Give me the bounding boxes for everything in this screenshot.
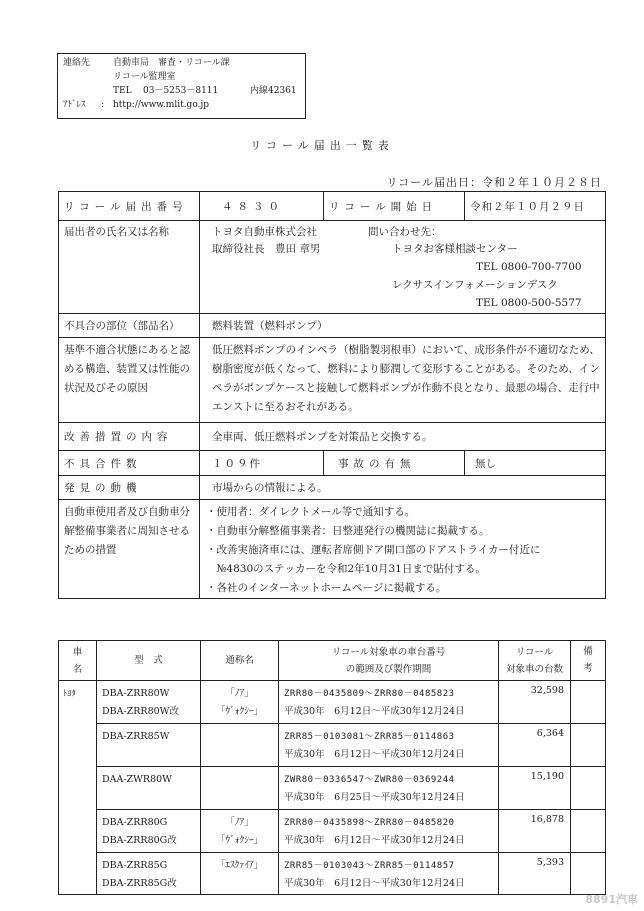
model-types (97, 724, 201, 767)
applicant-label: 届出者の氏名又は名称 (59, 221, 200, 314)
inquiry-tel-1[interactable]: TEL 0800-700-7700 (476, 261, 582, 273)
measure-label: 改善措置の内容 (59, 423, 200, 451)
model-types (97, 767, 201, 810)
model-names (201, 681, 279, 724)
model-types (97, 810, 201, 853)
recall-no-label: リコール届出番号 (59, 192, 200, 221)
notice-item: №4830のステッカーを令和2年10月31日まで貼付する。 (206, 563, 486, 575)
watermark-logo: 8891汽車 (585, 893, 638, 906)
model-type: DBA-ZRR85W (102, 731, 170, 742)
model-range (279, 853, 499, 895)
applicant-cell (200, 221, 606, 314)
start-label: リコール開始日 (324, 192, 465, 221)
model-range (279, 810, 499, 853)
vin-range: ZRR85－0103043～ZRR85－0114857 (284, 861, 455, 871)
model-note (571, 853, 606, 895)
model-names (201, 724, 279, 767)
part-label: 不具合の部位（部品名） (59, 314, 200, 338)
maker-value: ﾄﾖﾀ (59, 681, 97, 895)
contact-ext: 内線42361 (250, 86, 297, 96)
model-type: DBA-ZRR80G (102, 817, 168, 828)
model-note (571, 767, 606, 810)
inquiry-center: トヨタお客様相談センター (392, 243, 518, 255)
defects-label: 不具合件数 (59, 451, 200, 476)
notice-item: ・使用者：ダイレクトメール等で通知する。 (206, 506, 416, 518)
model-type: DBA-ZRR80W (102, 688, 170, 699)
cause-label: 基準不適合状態にあると認める構造、装置又は性能の状況及びその原因 (59, 338, 200, 423)
inquiry-desk: レクサスインフォメーションデスク (392, 279, 558, 291)
recall-no: ４８３０ (200, 192, 324, 221)
model-types (97, 853, 201, 895)
contact-label: 連絡先 (63, 58, 91, 68)
table-row (59, 853, 606, 895)
model-note (571, 724, 606, 767)
production-period: 平成30年 6月12日～平成30年12月24日 (284, 706, 465, 717)
model-type: DBA-ZRR80W改 (102, 706, 179, 717)
discovery-label: 発見の動機 (59, 476, 200, 500)
model-name: 「ｳﾞｫｸｼｰ」 (215, 835, 264, 846)
page-title: リコール届出一覧表 (250, 139, 394, 152)
vehicle-count: 5,393 (499, 853, 571, 895)
model-type: DBA-ZRR80G改 (102, 835, 177, 846)
header-maker: 車 名 (59, 641, 97, 681)
models-table (58, 640, 606, 895)
defects-value: １０９件 (200, 451, 324, 476)
president-name: 取締役社長 豊田 章男 (212, 243, 321, 255)
notice-list (200, 500, 606, 599)
accident-label: 事故の有無 (324, 451, 465, 476)
table-row (59, 767, 606, 810)
header-name: 通称名 (201, 641, 279, 681)
contact-tel-label: TEL (113, 86, 132, 96)
contact-tel: 03－5253－8111 (143, 86, 219, 96)
vin-range: ZWR80－0336547～ZWR80－0369244 (284, 775, 455, 785)
start-date: 令和２年１０月２９日 (465, 192, 606, 221)
contact-address-sep: : (101, 100, 105, 110)
header-note: 備 考 (571, 641, 606, 681)
inquiry-label: 問い合わせ先： (368, 226, 442, 238)
discovery-value: 市場からの情報による。 (200, 476, 606, 500)
cause-value: 低圧燃料ポンプのインペラ（樹脂製羽根車）において、成形条件が不適切なため、樹脂密度が低くなって、燃料により膨潤して変形することがある。そのため、インペラがポンプケースと接触して燃料ポンプが作動不良となり、最悪の場合、走行中エンストに至るおそれがある。 (200, 338, 606, 423)
model-type: DBA-ZRR85G改 (102, 878, 177, 889)
header-count-line-1: リコール (515, 646, 554, 658)
notice-item: ・各社のインターネットホームページに掲載する。 (206, 582, 447, 594)
model-names (201, 853, 279, 895)
model-name: 「ｴｽｸｧｲｱ」 (215, 860, 264, 871)
table-row (59, 724, 606, 767)
contact-address-label: ｱﾄﾞﾚｽ (63, 100, 86, 110)
header-range-line-1: リコール対象車の車台番号 (331, 646, 446, 658)
contact-box (57, 53, 306, 119)
contact-office: リコール監理室 (113, 72, 176, 82)
header-range-line-2: の範囲及び製作期間 (345, 663, 432, 675)
model-type: DAA-ZWR80W (102, 774, 172, 785)
notice-item: ・自動車分解整備事業者：日整連発行の機関誌に掲載する。 (206, 525, 490, 537)
vin-range: ZRR85－0103081～ZRR85－0114863 (284, 732, 455, 742)
notice-label: 自動車使用者及び自動車分解整備事業者に周知させるための措置 (59, 500, 200, 599)
model-names (201, 810, 279, 853)
model-name: 「ｳﾞｫｸｼｰ」 (215, 706, 264, 717)
vin-range: ZRR80－0435898～ZRR80－0485820 (284, 818, 455, 828)
model-note (571, 681, 606, 724)
model-types (97, 681, 201, 724)
inquiry-tel-2[interactable]: TEL 0800-500-5577 (476, 297, 582, 309)
accident-value: 無し (465, 451, 606, 476)
model-name: 「ﾉｱ」 (225, 688, 254, 699)
vehicle-count: 32,598 (499, 681, 571, 724)
production-period: 平成30年 6月12日～平成30年12月24日 (284, 749, 465, 760)
vehicle-count: 6,364 (499, 724, 571, 767)
notice-item: ・改善実施済車には、運転者席側ドア開口部のドアストライカー付近に (206, 544, 541, 556)
company-name: トヨタ自動車株式会社 (212, 226, 317, 238)
filing-date: リコール届出日：令和２年１０月２８日 (386, 176, 602, 189)
contact-dept: 自動車局 審査・リコール課 (113, 58, 230, 68)
part-value: 燃料装置（燃料ポンプ） (200, 314, 606, 338)
model-note (571, 810, 606, 853)
contact-url[interactable]: http://www.mlit.go.jp (113, 100, 209, 110)
measure-value: 全車両、低圧燃料ポンプを対策品と交換する。 (200, 423, 606, 451)
header-type: 型 式 (97, 641, 201, 681)
production-period: 平成30年 6月12日～平成30年12月24日 (284, 878, 465, 889)
model-range (279, 724, 499, 767)
header-range (279, 641, 499, 681)
production-period: 平成30年 6月12日～平成30年12月24日 (284, 835, 465, 846)
vehicle-count: 15,190 (499, 767, 571, 810)
recall-info-table (58, 191, 606, 599)
model-range (279, 681, 499, 724)
vin-range: ZRR80－0435809～ZRR80－0485823 (284, 689, 455, 699)
model-names (201, 767, 279, 810)
production-period: 平成30年 6月25日～平成30年12月24日 (284, 792, 465, 803)
header-count (499, 641, 571, 681)
vehicle-count: 16,878 (499, 810, 571, 853)
model-range (279, 767, 499, 810)
table-row (59, 681, 606, 724)
header-count-line-2: 対象車の台数 (505, 663, 563, 675)
model-type: DBA-ZRR85G (102, 860, 168, 871)
model-name: 「ﾉｱ」 (225, 817, 254, 828)
table-row (59, 810, 606, 853)
